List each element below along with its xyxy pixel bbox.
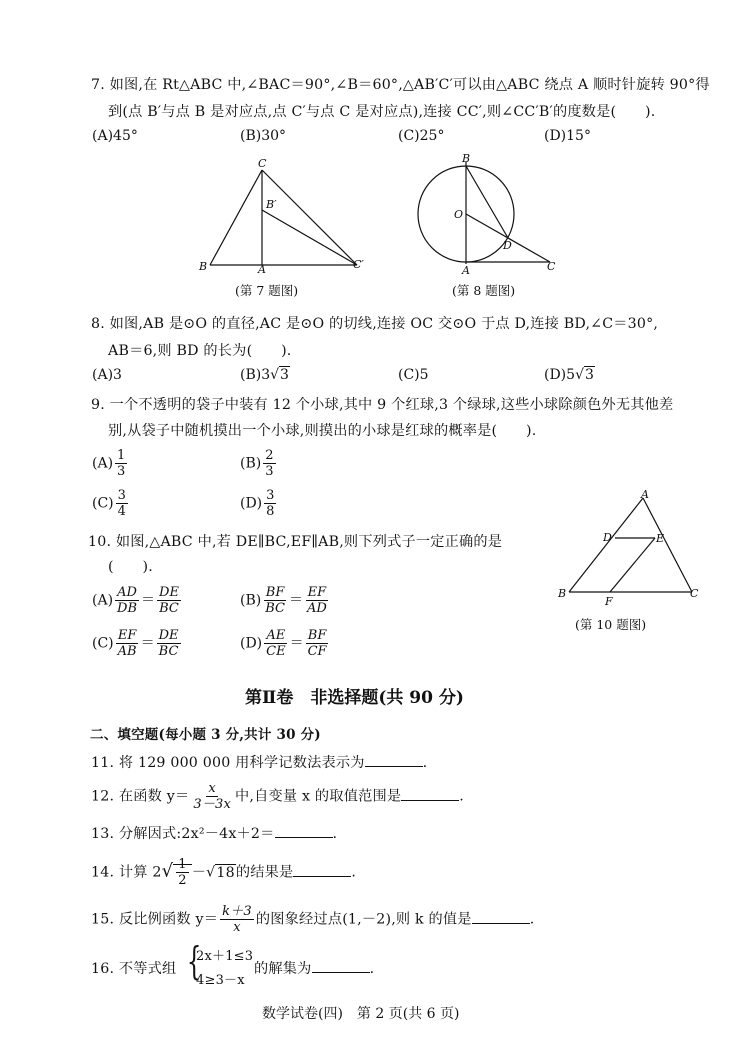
q11-blank bbox=[365, 754, 423, 767]
q10-line2: ( ). bbox=[108, 559, 153, 575]
q8-option-d: (D)5√3 bbox=[544, 367, 594, 383]
fig10-label-b: B bbox=[558, 587, 567, 600]
q10-option-c: (C) $\frac{EF}{AB}$ ＝ $\frac{DE}{BC}$ bbox=[92, 628, 179, 659]
q10-option-a: (A) $\frac{AD}{DB}$ ＝ $\frac{DE}{BC}$ bbox=[92, 585, 179, 616]
fig8-label-d: D bbox=[503, 239, 512, 252]
q16-row1: 2x＋1≤3 bbox=[196, 949, 254, 964]
part2-title: 第Ⅱ卷 非选择题(共 90 分) bbox=[245, 688, 464, 708]
q14: 14. 计算 2√ $\frac{1}{2}$ －√18的结果是 . bbox=[91, 857, 357, 888]
q9-option-c: (C) $\frac{3}{4}$ bbox=[92, 488, 126, 519]
q16-prefix: 16. 不等式组 bbox=[91, 961, 177, 977]
q12: 12. 在函数 y＝ $\frac{x}{3-3x}$ 中,自变量 x 的取值范围是 . bbox=[91, 781, 464, 812]
q9-line1: 9. 一个不透明的袋子中装有 12 个小球,其中 9 个红球,3 个绿球,这些小球除颜色外无其他差 bbox=[91, 397, 674, 413]
page-footer: 数学试卷(四) 第 2 页(共 6 页) bbox=[262, 1006, 460, 1022]
q15: 15. 反比例函数 y＝ $\frac{k+3}{x}$ 的图象经过点(1,－2),则 k 的值是 . bbox=[91, 904, 535, 935]
q11: 11. 将 129 000 000 用科学记数法表示为 . bbox=[91, 755, 428, 771]
q7-caption: (第 7 题图) bbox=[235, 283, 299, 298]
q8-option-b: (B)3√3 bbox=[240, 367, 289, 383]
fig7-label-bprime: B′ bbox=[266, 198, 277, 211]
q14-blank bbox=[293, 864, 351, 877]
section2-title: 二、填空题(每小题 3 分,共计 30 分) bbox=[90, 727, 321, 743]
fig7-label-cprime: C′ bbox=[353, 258, 364, 271]
q7-option-a: (A)45° bbox=[92, 128, 138, 144]
q9-line2: 别,从袋子中随机摸出一个小球,则摸出的小球是红球的概率是( ). bbox=[108, 423, 537, 439]
q8-option-a: (A)3 bbox=[92, 367, 122, 383]
fig7-label-b: B bbox=[199, 260, 208, 273]
q12-blank bbox=[401, 788, 459, 801]
q16-brace: { bbox=[186, 939, 202, 983]
fig10-label-c: C bbox=[690, 587, 699, 600]
q8-line1: 8. 如图,AB 是⊙O 的直径,AC 是⊙O 的切线,连接 OC 交⊙O 于点 D,连接 BD,∠C＝30°, bbox=[91, 316, 659, 332]
fig10-label-e: E bbox=[656, 532, 665, 545]
q9-option-a: (A) $\frac{1}{3}$ bbox=[92, 448, 126, 479]
q16-blank bbox=[312, 960, 370, 973]
q16-row2: 4≥3－x bbox=[196, 973, 245, 988]
q13: 13. 分解因式:2x²－4x＋2＝ . bbox=[91, 826, 338, 842]
fig10-label-d: D bbox=[603, 531, 612, 544]
q7-option-b: (B)30° bbox=[240, 128, 287, 144]
q13-blank bbox=[275, 825, 333, 838]
fig7-label-a: A bbox=[258, 263, 266, 275]
q10-option-b: (B) $\frac{BF}{BC}$ ＝ $\frac{EF}{AD}$ bbox=[240, 585, 327, 616]
fig7-label-c: C bbox=[258, 157, 267, 170]
q8-option-c: (C)5 bbox=[398, 367, 429, 383]
q7-option-c: (C)25° bbox=[398, 128, 445, 144]
q8-caption: (第 8 题图) bbox=[452, 283, 516, 298]
fig8-label-c: C bbox=[547, 260, 556, 273]
q10-caption: (第 10 题图) bbox=[575, 617, 647, 632]
fig8-label-o: O bbox=[454, 208, 464, 221]
q10-line1: 10. 如图,△ABC 中,若 DE∥BC,EF∥AB,则下列式子一定正确的是 bbox=[88, 534, 503, 550]
q10-figure bbox=[555, 488, 705, 608]
fig8-label-a: A bbox=[462, 264, 470, 277]
q7-line1: 7. 如图,在 Rt△ABC 中,∠BAC＝90°,∠B＝60°,△AB′C′可以由△ABC 绕点 A 顺时针旋转 90°得 bbox=[91, 77, 710, 93]
q15-blank bbox=[472, 911, 530, 924]
q10-option-d: (D) $\frac{AE}{CE}$ ＝ $\frac{BF}{CF}$ bbox=[240, 628, 327, 659]
fig10-label-a: A bbox=[641, 488, 649, 501]
fig10-label-f: F bbox=[605, 595, 613, 608]
q9-option-d: (D) $\frac{3}{8}$ bbox=[240, 488, 275, 519]
q16-suffix: 的解集为 . bbox=[254, 961, 375, 977]
q7-option-d: (D)15° bbox=[544, 128, 591, 144]
fig8-label-b: B bbox=[462, 152, 471, 165]
q7-figure bbox=[195, 155, 375, 275]
q7-line2: 到(点 B′与点 B 是对应点,点 C′与点 C 是对应点),连接 CC′,则∠CC′B′的度数是( ). bbox=[108, 104, 656, 120]
q8-line2: AB＝6,则 BD 的长为( ). bbox=[108, 343, 292, 359]
q8-figure bbox=[410, 152, 560, 277]
q9-option-b: (B) $\frac{2}{3}$ bbox=[240, 448, 274, 479]
